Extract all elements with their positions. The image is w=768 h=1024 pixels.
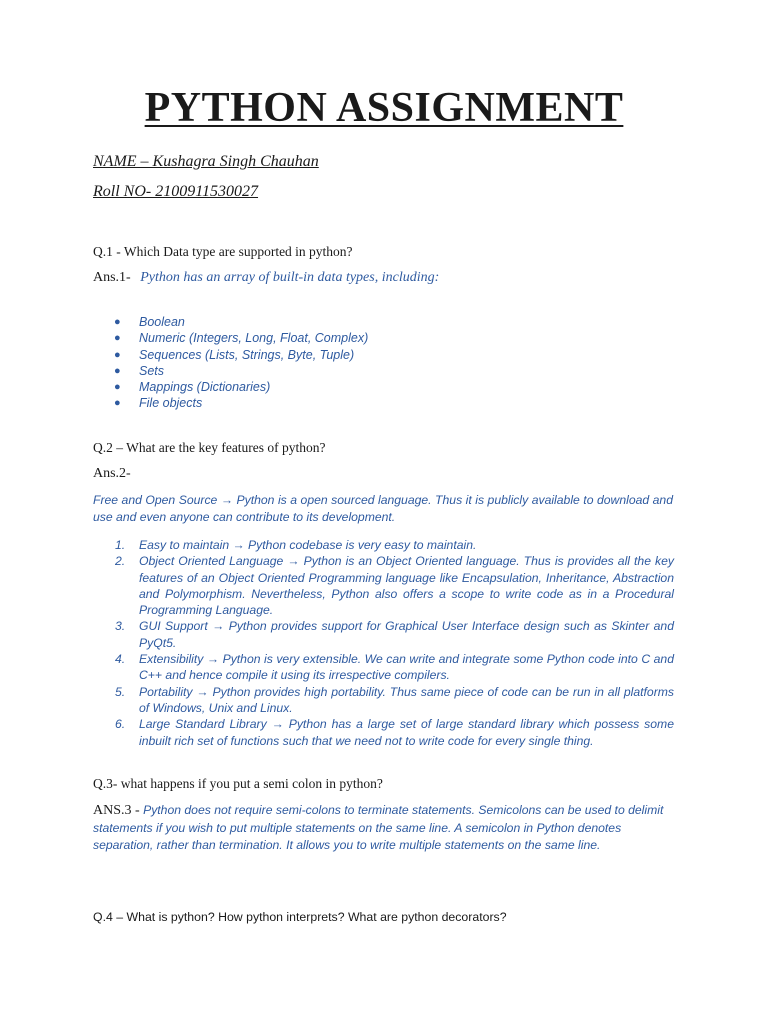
list-item: ● Sequences (Lists, Strings, Byte, Tuple) <box>114 347 355 362</box>
bullet-icon: ● <box>114 381 121 394</box>
question-2: Q.2 – What are the key features of python? <box>93 440 326 455</box>
list-item: 5. Portability → Python provides high portability. Thus same piece of code can be run in all platforms of Windows, Unix and Linux. <box>115 684 674 715</box>
list-item: ● Mappings (Dictionaries) <box>114 380 271 395</box>
roll-number: Roll NO- 2100911530027 <box>93 183 259 200</box>
question-4: Q.4 – What is python? How python interprets? What are python decorators? <box>93 910 507 924</box>
feature-list <box>112 537 674 749</box>
question-3: Q.3- what happens if you put a semi colon in python? <box>93 776 383 791</box>
page-title: PYTHON ASSIGNMENT <box>144 85 624 131</box>
list-item: 3. GUI Support → Python provides support for Graphical User Interface design such as Skinter and PyQt5. <box>115 619 674 650</box>
bullet-icon: ● <box>114 364 121 377</box>
answer-1-label: Ans.1- <box>93 270 131 285</box>
bullet-icon: ● <box>114 332 121 345</box>
answer-2-label: Ans.2- <box>93 466 131 481</box>
answer-3 <box>93 802 673 855</box>
bullet-icon: ● <box>114 316 121 328</box>
list-item: 6. Large Standard Library → Python has a large set of large standard library which possess some inbuilt rich set of functions such that we need not to write code for every single thing. <box>115 717 674 748</box>
list-item: ● Sets <box>114 363 165 378</box>
list-item: 2. Object Oriented Language → Python is an Object Oriented language. Thus is provides all the key features of an Object Oriented Programming language like Encapsulation, Inheritance, Abstraction and Polymorphism. Nevertheless, Python also offers a scope to write code as in a Procedural Programming Language. <box>115 554 674 618</box>
list-item: ● Numeric (Integers, Long, Float, Complex) <box>114 331 369 346</box>
list-item: ● Boolean <box>114 315 185 329</box>
bullet-icon: ● <box>114 397 121 410</box>
answer-1-line <box>93 270 439 286</box>
bullet-icon: ● <box>114 348 121 361</box>
answer-3-text: Python does not require semi-colons to terminate statements. Semicolons can be used to delimit statements if you wish to put multiple statements on the same line. A semicolon in Python denotes separation, rather than termination. It allows you to write multiple statements on the same line. <box>93 803 664 852</box>
question-1: Q.1 - Which Data type are supported in python? <box>93 244 353 259</box>
data-type-list <box>112 314 368 412</box>
answer-3-label: ANS.3 - <box>93 803 140 818</box>
student-name: NAME – Kushagra Singh Chauhan <box>93 153 319 170</box>
answer-2-intro: Free and Open Source → Python is a open sourced language. Thus it is publicly available to download and use and even anyone can contribute to its development. <box>93 493 673 524</box>
answer-1-intro: Python has an array of built-in data types, including: <box>140 270 440 285</box>
list-item: 1. Easy to maintain → Python codebase is very easy to maintain. <box>115 538 477 552</box>
list-item: 4. Extensibility → Python is very extensible. We can write and integrate some Python code into C and C++ and hence compile it using its irrespective compilers. <box>115 652 674 683</box>
list-item: ● File objects <box>114 396 203 411</box>
